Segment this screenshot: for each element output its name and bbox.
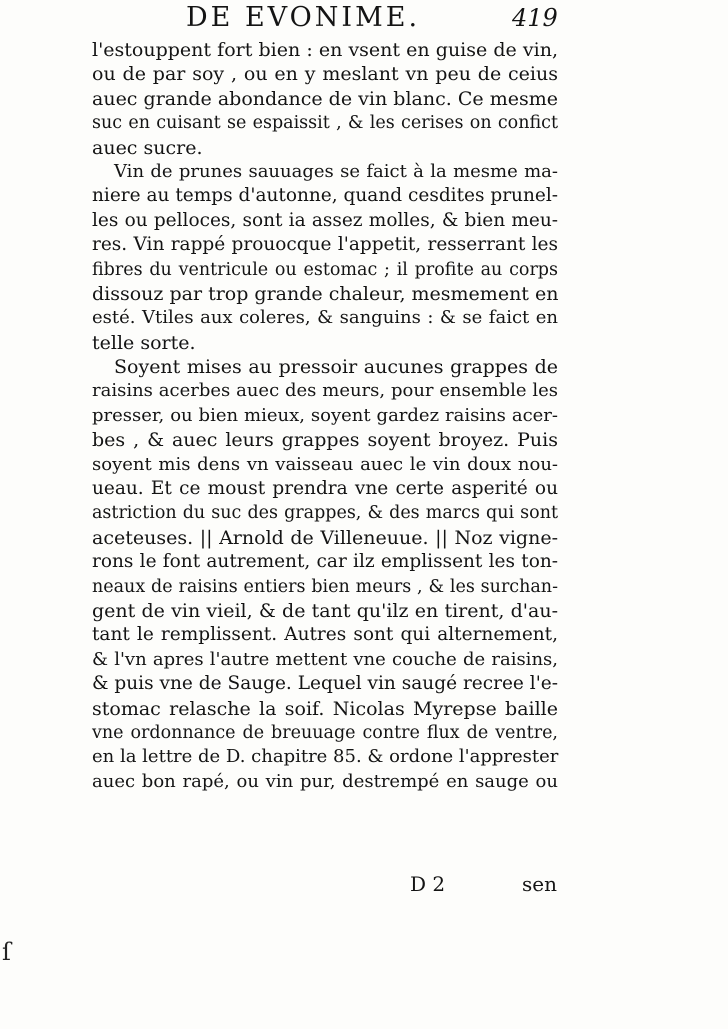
- margin-mark: ſ: [2, 938, 11, 966]
- text-line: soyent mis dens vn vaisseau auec le vin doux nou-: [92, 453, 558, 475]
- text-line: neaux de raisins entiers bien meurs , & les surchan-: [92, 576, 558, 597]
- text-line: & puis vne de Sauge. Lequel vin saugé recree l'e-: [92, 673, 558, 695]
- signature-mark: D 2: [410, 872, 446, 896]
- text-line: aceteuses. || Arnold de Villeneuue. || Noz vigne-: [92, 526, 558, 549]
- text-line: Soyent mises au pressoir aucunes grappes de: [114, 356, 558, 379]
- catchword: sen: [522, 872, 557, 896]
- text-line: dissouz par trop grande chaleur, mesmement en: [92, 282, 559, 305]
- text-line: raisins acerbes auec des meurs, pour ensemble les: [92, 380, 558, 402]
- text-line: ou de par soy , ou en y meslant vn peu de ceius: [92, 63, 558, 86]
- text-line: niere au temps d'autonne, quand cesdites prunel-: [92, 185, 558, 207]
- text-line: astriction du suc des grappes, & des marcs qui sont: [92, 503, 558, 524]
- text-line: fibres du ventricule ou estomac ; il profite au corps: [92, 259, 558, 280]
- text-line: bes , & auec leurs grappes soyent broyez. Puis: [92, 429, 558, 452]
- text-line: telle sorte.: [92, 331, 196, 354]
- text-line: res. Vin rappé prouocque l'appetit, resserrant les: [92, 234, 558, 256]
- text-line: vne ordonnance de breuuage contre flux de ventre,: [92, 722, 558, 743]
- text-line: gent de vin vieil, & de tant qu'ilz en tirent, d'au-: [92, 599, 558, 622]
- text-line: tant le remplissent. Autres sont qui alternement,: [92, 624, 558, 646]
- text-line: les ou pelloces, sont ia assez molles, & bien meu-: [92, 209, 558, 231]
- text-line: esté. Vtiles aux coleres, & sanguins : & se faict en: [92, 307, 558, 329]
- text-line: suc en cuisant se espaissit , & les cerises on confict: [92, 113, 558, 134]
- text-line: auec sucre.: [92, 136, 203, 159]
- text-line: l'estouppent fort bien : en vsent en guise de vin,: [92, 39, 558, 61]
- text-line: & l'vn apres l'autre mettent vne couche de raisins,: [92, 648, 558, 670]
- text-line: ueau. Et ce moust prendra vne certe asperité ou: [92, 478, 558, 500]
- text-line: en la lettre de D. chapitre 85. & ordone l'apprester: [92, 746, 559, 768]
- text-line: auec bon rapé, ou vin pur, destrempé en sauge ou: [92, 770, 558, 792]
- page-number: 419: [512, 4, 558, 32]
- body-text: [92, 38, 558, 794]
- text-line: stomac relasche la soif. Nicolas Myrepse baille: [92, 697, 558, 720]
- text-line: auec grande abondance de vin blanc. Ce mesme: [92, 87, 558, 110]
- text-line: presser, ou bien mieux, soyent gardez raisins acer-: [92, 404, 558, 426]
- text-line: rons le font autrement, car ilz emplissent les ton-: [92, 551, 558, 573]
- running-title: DE EVONIME.: [186, 2, 421, 33]
- text-line: Vin de prunes sauuages se faict à la mesme ma-: [114, 160, 558, 182]
